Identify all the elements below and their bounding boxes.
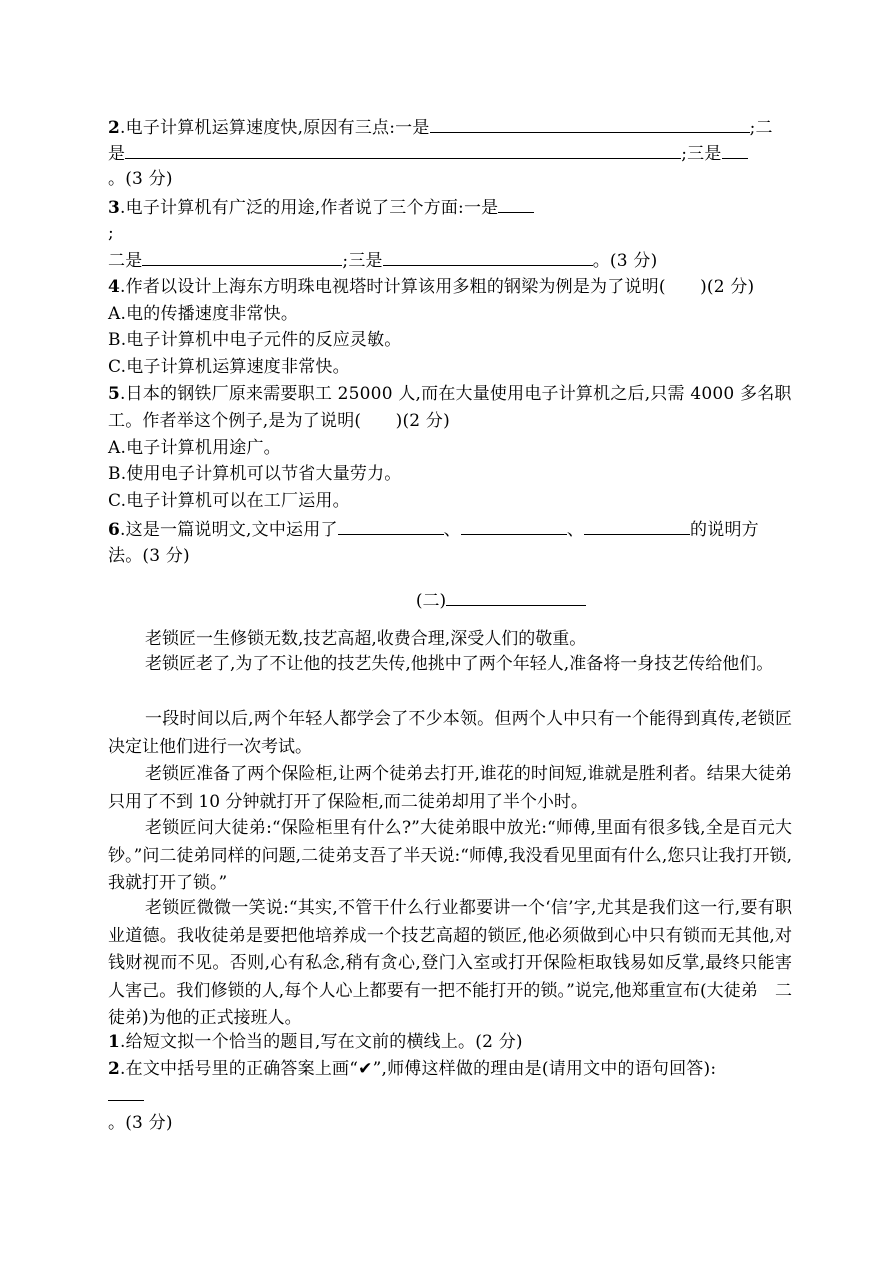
option-a[interactable]: A.电子计算机用途广。 (108, 438, 281, 458)
question-4: 4.作者以设计上海东方明珠电视塔时计算该用多粗的钢梁为例是为了说明( )(2 分) (108, 277, 755, 297)
question-2-line2: 是 ;三是 (108, 142, 748, 165)
question-2: 2.电子计算机运算速度快,原因有三点:一是 ;二 (108, 118, 773, 138)
answer-blank[interactable] (722, 142, 748, 159)
answer-blank[interactable] (338, 518, 444, 535)
story-paragraph: 老锁匠微微一笑说:“其实,不管干什么行业都要讲一个‘信’字,尤其是我们这一行,要有职业道德。我收徒弟是要把他培养成一个技艺高超的锁匠,他必须做到心中只有锁而无其他,对钱财视而不见。否则,心有私念,稍有贪心,登门入室或打开保险柜取钱易如反掌,最终只能害人害己。我们修锁的人,每个人心上都要有一把不能打开的锁。”说完,他郑重宣布(大徒弟 二徒弟)为他的正式接班人。 (108, 898, 792, 1028)
option-b[interactable]: B.使用电子计算机可以节省大量劳力。 (108, 464, 402, 484)
answer-blank[interactable] (383, 249, 593, 266)
section2-question-2: 2.在文中括号里的正确答案上画“✔”,师傅这样做的理由是(请用文中的语句回答): (108, 1059, 717, 1079)
section2-question-2-blank (108, 1084, 144, 1107)
story-paragraph: 老锁匠问大徒弟:“保险柜里有什么?”大徒弟眼中放光:“师傅,里面有很多钱,全是百元大钞。”问二徒弟同样的问题,二徒弟支吾了半天说:“师傅,我没看见里面有什么,您只让我打开锁,我就打开了锁。” (108, 818, 792, 893)
question-3-line3: 二是 ;三是 。(3 分) (108, 251, 658, 271)
option-b[interactable]: B.电子计算机中电子元件的反应灵敏。 (108, 330, 402, 350)
question-5: 5.日本的钢铁厂原来需要职工 25000 人,而在大量使用电子计算机之后,只需 4000 多名职 (108, 384, 792, 404)
answer-blank[interactable] (461, 518, 567, 535)
answer-blank[interactable] (142, 249, 342, 266)
story-paragraph: 老锁匠一生修锁无数,技艺高超,收费合理,深受人们的敬重。 (145, 629, 587, 649)
story-paragraph: 老锁匠准备了两个保险柜,让两个徒弟去打开,谁花的时间短,谁就是胜利者。结果大徒弟只用了不到 10 分钟就打开了保险柜,而二徒弟却用了半个小时。 (108, 764, 792, 812)
question-5-line2: 工。作者举这个例子,是为了说明( )(2 分) (108, 411, 450, 431)
story-paragraph: 老锁匠老了,为了不让他的技艺失传,他挑中了两个年轻人,准备将一身技艺传给他们。 (145, 654, 774, 674)
answer-blank[interactable] (108, 1084, 144, 1101)
section2-question-1: 1.给短文拟一个恰当的题目,写在文前的横线上。(2 分) (108, 1032, 523, 1052)
question-6-score: 法。(3 分) (108, 546, 190, 566)
answer-blank[interactable] (498, 196, 534, 213)
question-3: 3.电子计算机有广泛的用途,作者说了三个方面:一是 (108, 196, 534, 219)
question-6: 6.这是一篇说明文,文中运用了 、 、 的说明方 (108, 520, 759, 540)
answer-blank[interactable] (125, 142, 681, 159)
question-3-line2: ; (108, 223, 114, 243)
section-title: (二) (0, 589, 892, 612)
question-2-score: 。(3 分) (108, 169, 173, 189)
story-paragraph: 一段时间以后,两个年轻人都学会了不少本领。但两个人中只有一个能得到真传,老锁匠决定让他们进行一次考试。 (108, 709, 792, 757)
option-c[interactable]: C.电子计算机运算速度非常快。 (108, 357, 350, 377)
option-c[interactable]: C.电子计算机可以在工厂运用。 (108, 491, 350, 511)
title-blank[interactable] (446, 589, 586, 606)
section2-question-2-score: 。(3 分) (108, 1113, 173, 1133)
answer-blank[interactable] (584, 518, 690, 535)
answer-blank[interactable] (430, 116, 750, 133)
option-a[interactable]: A.电的传播速度非常快。 (108, 304, 299, 324)
